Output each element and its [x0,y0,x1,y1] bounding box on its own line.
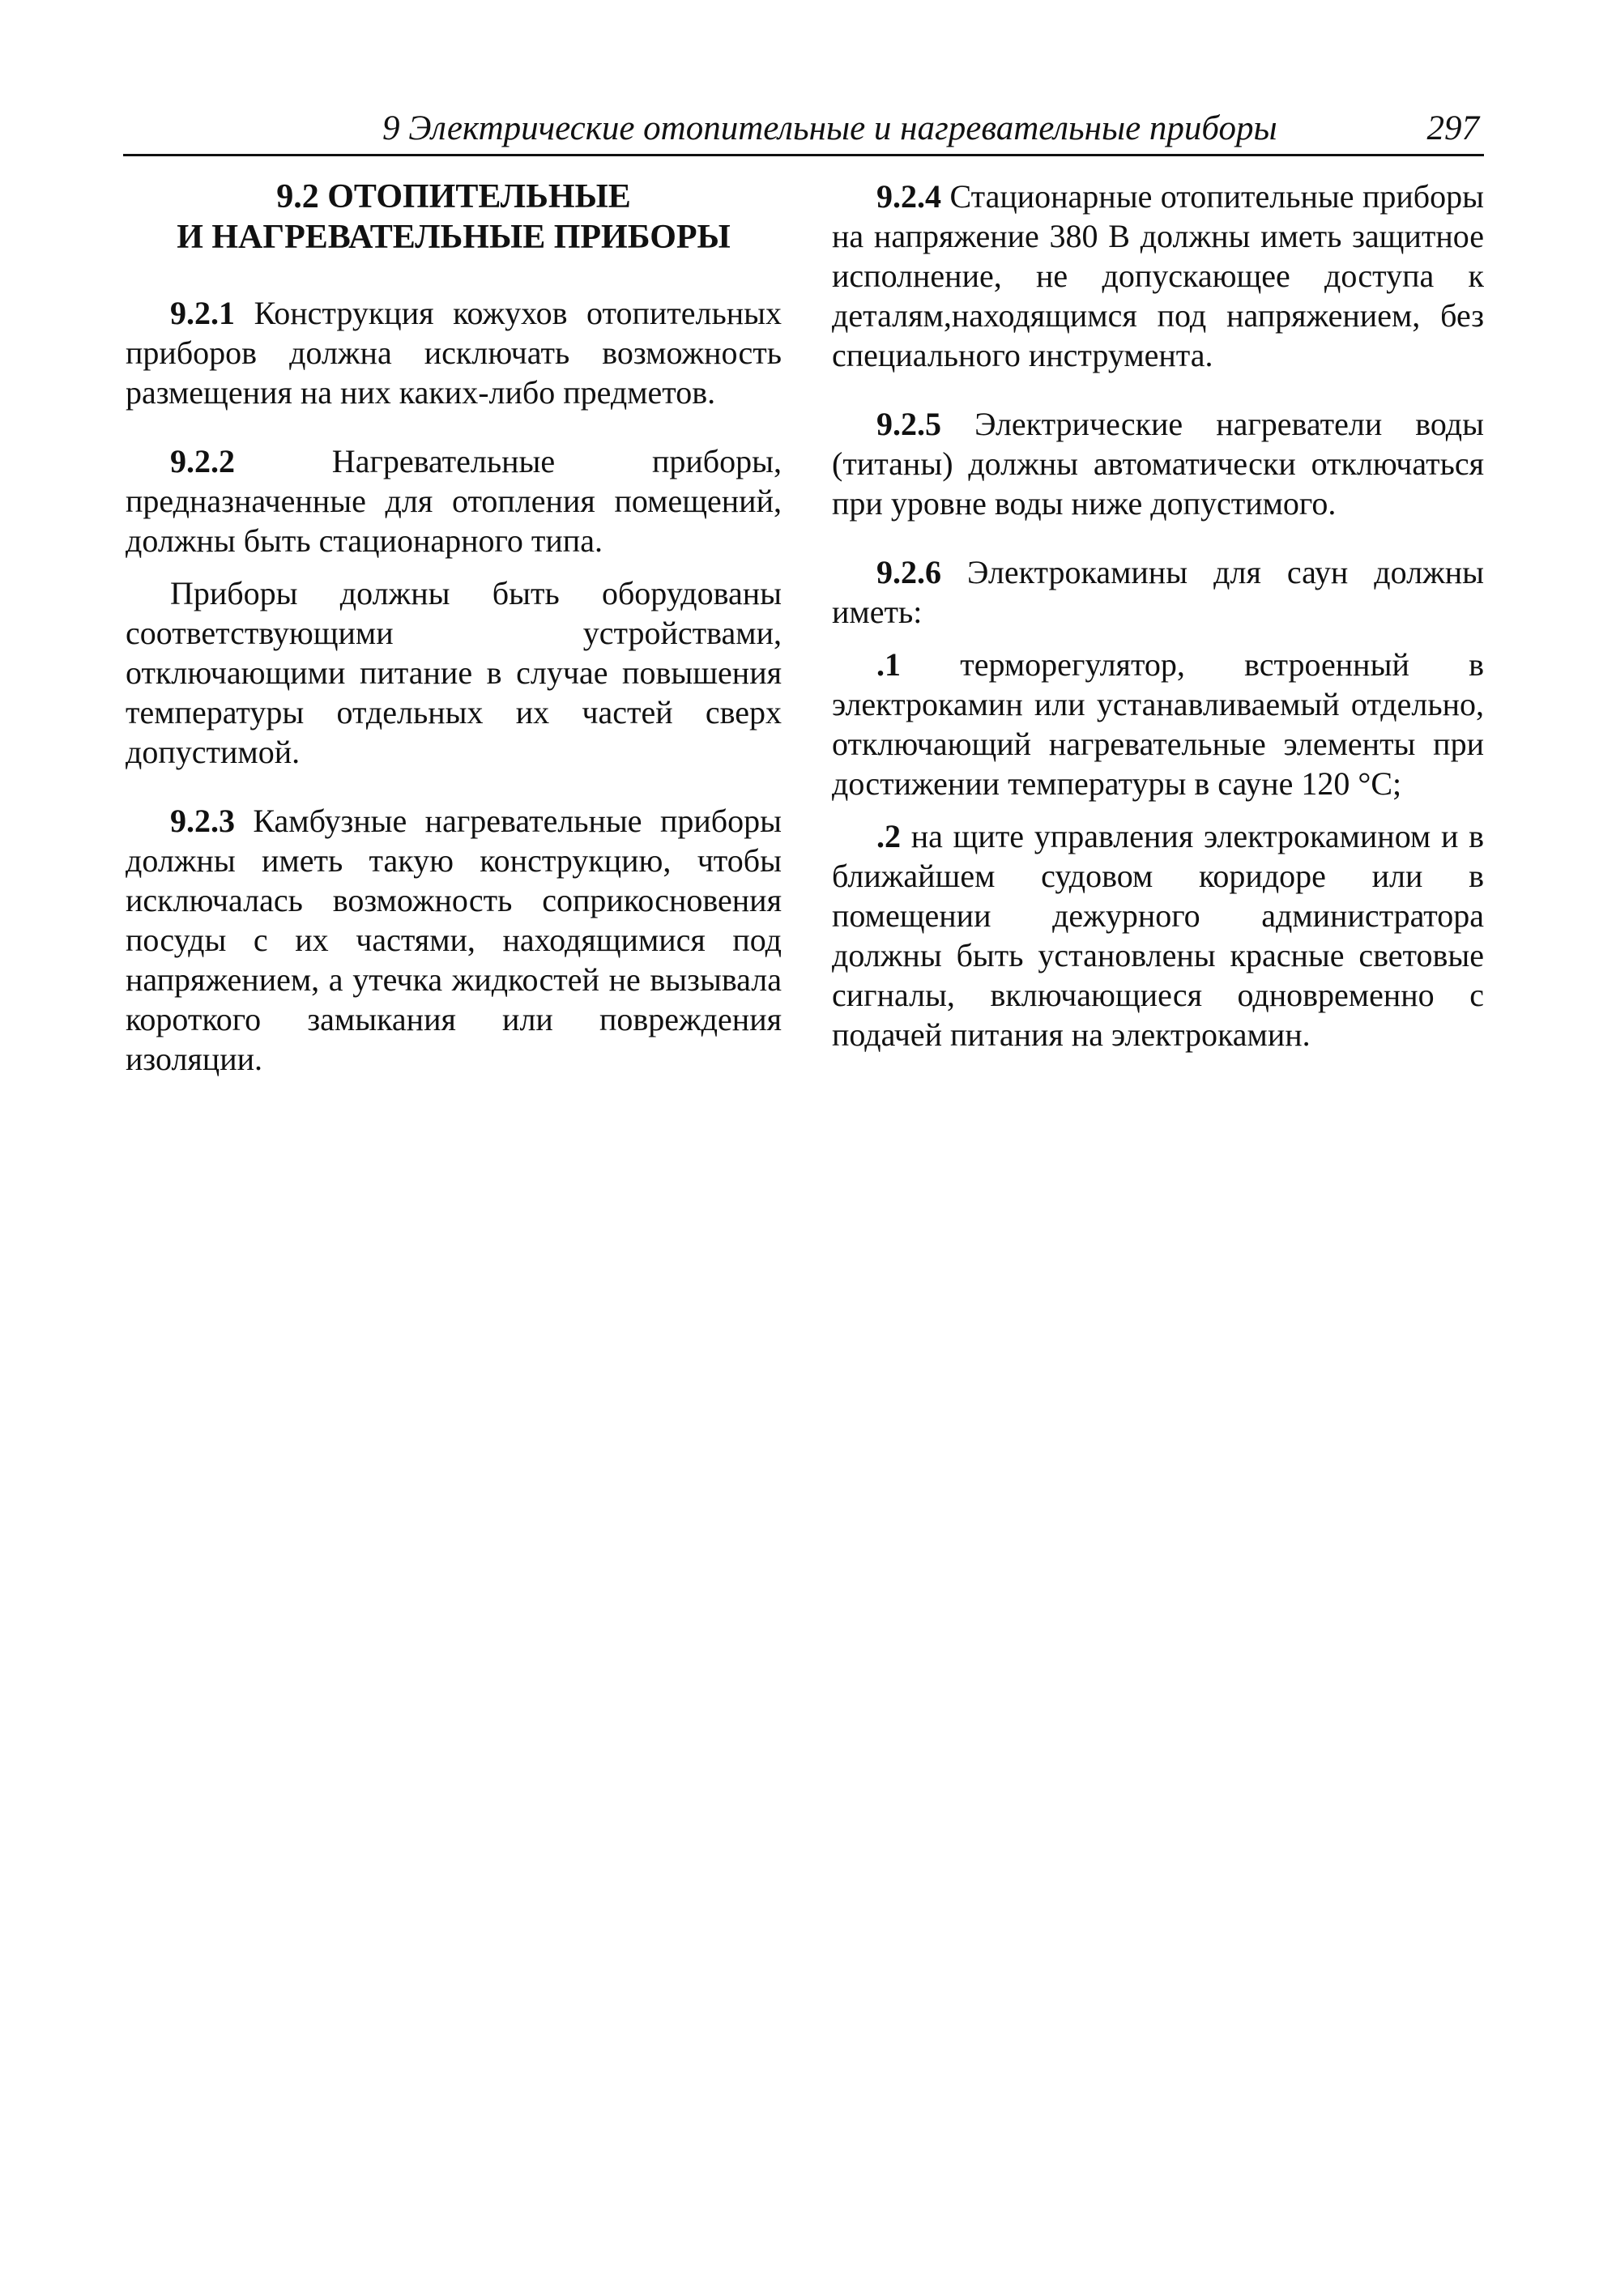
item-text: терморегулятор, встроенный в электрокамин или устанавливаемый отдельно, отключающий нагревательные элементы при достижении температуры в сауне 120 °С; [832,646,1484,802]
running-header [123,104,1484,156]
clause-9-2-3 [126,801,782,1079]
clause-number: 9.2.3 [170,803,235,839]
clause-text: Электрокамины для саун должны иметь: [832,554,1484,630]
item-marker: .2 [876,818,901,854]
page-number: 297 [1426,109,1479,147]
clause-number: 9.2.6 [876,554,941,590]
clause-text: Нагревательные приборы, предназначенные для отопления помещений, должны быть стационарного типа. [126,443,782,559]
clause-text: Стационарные отопительные приборы на напряжение 380 В должны иметь защитное исполнение, не допускающее доступа к деталям,находящимся под напряжением, без специального инструмента. [832,178,1484,373]
section-heading-line-2: И НАГРЕВАТЕЛЬНЫЕ ПРИБОРЫ [177,219,731,256]
item-marker: .1 [876,646,901,683]
clause-9-2-2-paragraph-2: Приборы должны быть оборудованы соответствующими устройствами, отключающими питание в случае повышения температуры отдельных их частей сверх допустимой. [126,575,782,770]
clause-9-2-5 [832,404,1484,523]
left-column [126,177,782,1079]
clause-9-2-2 [126,441,782,560]
clause-9-2-6-item-2 [832,816,1484,1054]
clause-9-2-6 [832,552,1484,632]
clause-number: 9.2.5 [876,406,941,442]
clause-number: 9.2.1 [170,295,235,331]
clause-9-2-1 [126,293,782,412]
item-text: на щите управления электрокамином и в ближайшем судовом коридоре или в помещении дежурного администратора должны быть установлены красные световые сигналы, включающиеся одновременно с подачей питания на электрокамин. [832,818,1484,1053]
clause-number: 9.2.2 [170,443,235,479]
right-column [832,177,1484,1054]
clause-9-2-4 [832,177,1484,375]
clause-text: Электрические нагреватели воды (титаны) должны автоматически отключаться при уровне воды ниже допустимого. [832,406,1484,522]
clause-text: Камбузные нагревательные приборы должны иметь такую конструкцию, чтобы исключалась возможность соприкосновения посуды с их частями, находящимися под напряжением, а утечка жидкостей не вызывала короткого замыкания или повреждения изоляции. [126,803,782,1077]
clause-9-2-6-item-1 [832,645,1484,803]
section-heading-line-1: 9.2 ОТОПИТЕЛЬНЫЕ [276,178,631,215]
clause-text: Конструкция кожухов отопительных приборов должна исключать возможность размещения на них каких-либо предметов. [126,295,782,411]
running-header-title: 9 Электрические отопительные и нагревательные приборы [382,109,1277,147]
section-heading [126,177,782,258]
clause-number: 9.2.4 [876,178,941,215]
